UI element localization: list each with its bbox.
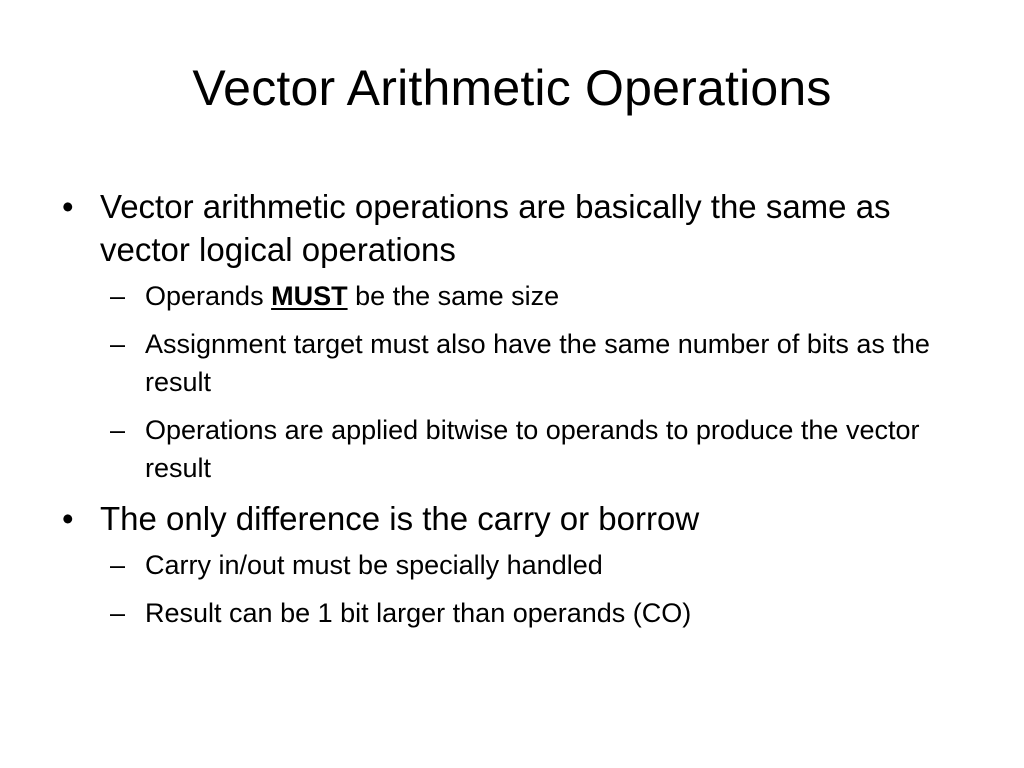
dash-marker: – bbox=[110, 598, 126, 628]
sub-bullet-item bbox=[62, 277, 962, 315]
sub-bullet-item bbox=[62, 325, 962, 401]
sub-bullet-text: Assignment target must also have the same number of bits as the result bbox=[145, 329, 930, 397]
dash-marker: – bbox=[110, 550, 126, 580]
bullet-list bbox=[62, 185, 962, 642]
sub-bullet-text: Result can be 1 bit larger than operands (CO) bbox=[145, 598, 692, 628]
sub-bullet-item bbox=[62, 411, 962, 487]
sub-bullet-text: Operations are applied bitwise to operands to produce the vector result bbox=[145, 415, 920, 483]
sub-bullet-text-post: be the same size bbox=[347, 281, 560, 311]
emphasis-text: MUST bbox=[271, 281, 348, 311]
bullet-item bbox=[62, 185, 962, 271]
bullet-item bbox=[62, 497, 962, 540]
sub-bullet-text bbox=[145, 281, 559, 311]
sub-bullet-item bbox=[62, 546, 962, 584]
slide-title: Vector Arithmetic Operations bbox=[192, 60, 832, 116]
sub-bullet-text-pre: Operands bbox=[145, 281, 272, 311]
dash-marker: – bbox=[110, 415, 126, 445]
bullet-marker: • bbox=[62, 500, 74, 537]
dash-marker: – bbox=[110, 329, 126, 359]
bullet-marker: • bbox=[62, 188, 74, 225]
sub-bullet-text: Carry in/out must be specially handled bbox=[145, 550, 603, 580]
bullet-text: Vector arithmetic operations are basically the same as vector logical operations bbox=[100, 188, 891, 268]
sub-bullet-item bbox=[62, 594, 962, 632]
bullet-text: The only difference is the carry or borrow bbox=[100, 500, 700, 537]
dash-marker: – bbox=[110, 281, 126, 311]
